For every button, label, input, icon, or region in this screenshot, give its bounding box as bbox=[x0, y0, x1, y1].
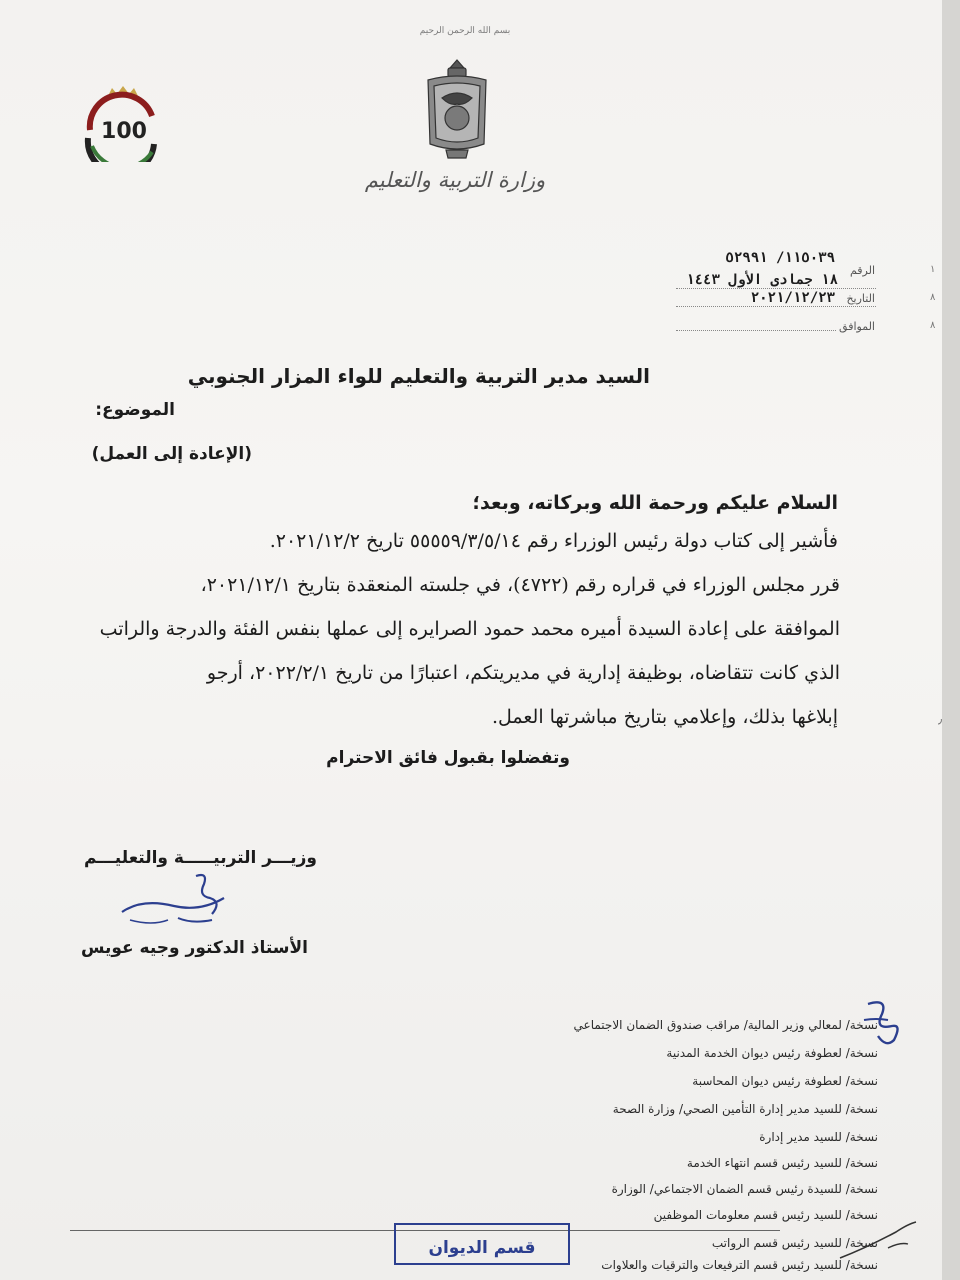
stamp-text: قسم الديوان bbox=[428, 1238, 536, 1258]
subject: (الإعادة إلى العمل) bbox=[91, 444, 252, 464]
signatory-title: وزيـــر التربيـــــة والتعليـــم bbox=[84, 848, 317, 868]
ref-rule bbox=[676, 330, 836, 331]
paragraph-1: فأشير إلى كتاب دولة رئيس الوزراء رقم ٥٥٥٥٩/٣/٥/١٤ تاريخ ٢٠٢١/١٢/٢. bbox=[269, 530, 838, 552]
basmala: بسم الله الرحمن الرحيم bbox=[419, 26, 511, 36]
paragraph-2-line: الذي كانت تتقاضاه، بوظيفة إدارية في مديريتكم، اعتبارًا من تاريخ ٢٠٢٢/٢/١، أرجو bbox=[206, 662, 840, 684]
margin-mark: ٨ bbox=[930, 292, 936, 303]
ref-rule bbox=[676, 306, 876, 307]
cc-line: نسخة/ لمعالي وزير المالية/ مراقب صندوق الضمان الاجتماعي bbox=[573, 1018, 878, 1032]
subject-label: الموضوع: bbox=[95, 400, 175, 420]
handwritten-tick-icon bbox=[836, 1218, 920, 1264]
cc-line: نسخة/ للسيد رئيس قسم الرواتب bbox=[711, 1236, 878, 1250]
cc-line: نسخة/ لعطوفة رئيس ديوان الخدمة المدنية bbox=[666, 1046, 878, 1060]
ref-rule bbox=[676, 288, 876, 289]
paragraph-2-line: قرر مجلس الوزراء في قراره رقم (٤٧٢٢)، في جلسته المنعقدة بتاريخ ٢٠٢١/١٢/١، bbox=[200, 574, 840, 596]
closing: وتفضلوا بقبول فائق الاحترام bbox=[326, 748, 570, 768]
svg-text:100: 100 bbox=[101, 119, 147, 144]
cc-line: نسخة/ للسيد رئيس قسم الترفيعات والترقيات والعلاوات bbox=[601, 1258, 878, 1272]
ref-corresponding-label: الموافق bbox=[839, 320, 875, 333]
signatory-name: الأستاذ الدكتور وجيه عويس bbox=[80, 938, 308, 958]
cc-line: نسخة/ للسيد مدير إدارة التأمين الصحي/ وزارة الصحة bbox=[612, 1102, 878, 1116]
ministry-logo-text: وزارة التربية والتعليم bbox=[364, 168, 546, 192]
addressee: السيد مدير التربية والتعليم للواء المزار الجنوبي bbox=[187, 364, 650, 388]
cc-line: نسخة/ للسيد رئيس قسم انتهاء الخدمة bbox=[686, 1156, 878, 1170]
fold-mark: ٫ bbox=[938, 712, 943, 727]
ref-date-label: التاريخ bbox=[846, 292, 875, 305]
greeting: السلام عليكم ورحمة الله وبركاته، وبعد؛ bbox=[472, 492, 838, 514]
handwritten-signature-icon bbox=[112, 868, 237, 930]
paragraph-2-line: الموافقة على إعادة السيدة أميره محمد حمود الصرايره إلى عملها بنفس الفئة والدرجة والراتب bbox=[99, 618, 840, 640]
cc-line: نسخة/ للسيد رئيس قسم معلومات الموظفين bbox=[653, 1208, 878, 1222]
cc-line: نسخة/ للسيدة رئيس قسم الضمان الاجتماعي/ الوزارة bbox=[611, 1182, 878, 1196]
paper-edge bbox=[942, 0, 960, 1280]
cc-line: نسخة/ للسيد مدير إدارة bbox=[759, 1130, 878, 1144]
ref-gregorian-date: ٢٠٢١/١٢/٢٣ bbox=[750, 290, 835, 306]
ref-number-label: الرقم bbox=[849, 264, 875, 277]
margin-mark: ٨ bbox=[930, 320, 936, 331]
paragraph-2-line: إبلاغها بذلك، وإعلامي بتاريخ مباشرتها العمل. bbox=[491, 706, 838, 728]
jordan-coat-of-arms-icon bbox=[420, 58, 494, 162]
ref-number-value: ١١٥٠٣٩/ ٥٢٩٩١ bbox=[725, 250, 835, 266]
centenary-100-logo-icon bbox=[82, 86, 164, 162]
ref-hijri-date: ١٨ جمادى الأول ١٤٤٣ bbox=[686, 272, 838, 288]
margin-mark: ١ bbox=[930, 264, 936, 275]
cc-line: نسخة/ لعطوفة رئيس ديوان المحاسبة bbox=[692, 1074, 878, 1088]
